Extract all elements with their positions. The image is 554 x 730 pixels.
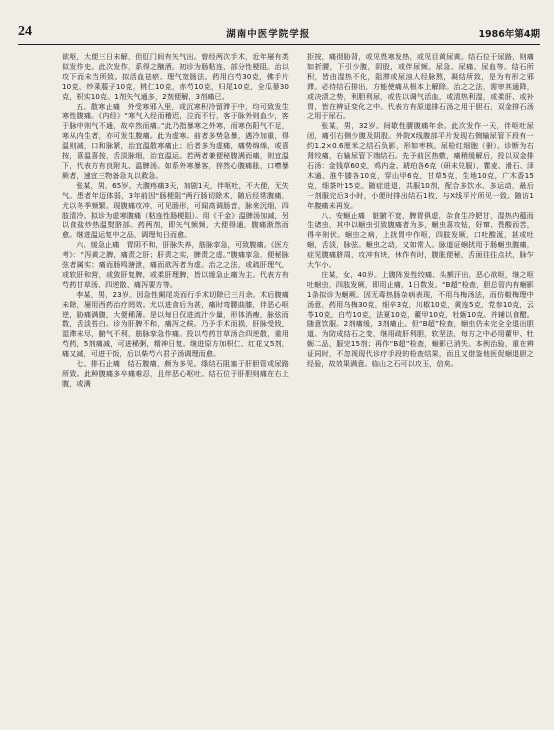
- header-rule: [18, 44, 540, 45]
- journal-title: 湖南中医学院学报: [226, 29, 311, 40]
- paragraph: 张某，男，32岁。间歇性腰腹痛年余。此次发作一天，伴呕吐尿闭，痛引右侧少腹及阴股。外院X线腹部平片发现右侧输尿管下段有一约1.2×0.6厘米之结石负影，形如枣核。尿检红细胞（卌）。诊断为右肾绞痛，右输尿管下端结石。先予前区热敷，痛稍缓解后，投以双金排石汤：金钱草60克，鸡内金、琥珀各6克（研末兑服），瞿麦、滑石、泽木通、淮牛膝各10克，穿山甲6克，甘草5克，生地10克，广木香15克，细茶叶15克。随症进退，共服10剂，配合多饮水、多运动，最后一剂服完后3小时，小便时排出结石1枚，与X线平片所见一致。随访1年腹痛未再发。: [307, 121, 534, 210]
- paragraph: 拒按，痛彻胁背，或见畏寒发热，或见目黄尿黄。结石位于尿路，则痛如折腰，下引少腹，阴股，或伴尿频、尿急、尿痛、尿血等。结石所积，皆由湿热不化，阻滞或尿浊人经脉熬，凝结所致，是为有形之邪滞。必待结石排出，方能使痛从根本上解除。治之之法，需审其通降，或决渍之势，利胆利尿，或佐以调气活血，或清热利湿，或柔肝、或补胃，皆在辨证变化之中。代表方有原道排石汤之用于胆石，双金排石汤之用于尿石。: [307, 52, 534, 121]
- paragraph: 八、安蛔止痛 脏腑不宽，脾胃俱虚，杂食生冷肥甘，湿热内蕴而生诸虫，其中以蛔虫引致腹痛者为多，蛔虫喜攻钻，好窜、畏酸而苦，得辛则伏。蛔虫之病，上扰胃中作呕，四肢发厥，口吐酸涎，甚或吐蛔，舌淡，脉弦。蛔虫之动，又如常人。脉道证蛔扰用于肠蛔虫腹痛，症见腹痛脐周，攻冲有块，休作有时，腹胀便秘，舌面往往点状，脉乍大乍小。: [307, 210, 534, 270]
- paragraph: 六、缓急止痛 胃阴不和，肝脉失养，筋脉挛急，可致腹痛。《医方考》：“泻黄之脾，痛责之肝；肝责之实，脾责之虚。”腹痛挛急，便秘脉弦者属实；痛而肠鸣溏泄，痛而欲泻者为虚。治之之法，或疏肝理气，或软肝和营，或敛肝复脾，或柔肝理脾，皆以缓急止痛为主。代表方有芍药甘草汤、四逆散、痛泻要方等。: [62, 240, 289, 289]
- paragraph: 七、排石止痛 结石腹痛，颇为多见。绦结石阻塞于肝胆管或尿路所致。此种腹痛多卒痛难忍，且伴恶心呕吐。结石位于肝胆则痛在右上腹，或满: [62, 359, 289, 388]
- article-body: [62, 52, 534, 716]
- left-column: [62, 52, 289, 716]
- paragraph: 欲呕，大便三日未解，但肛门间有矢气出。曾经两次手术，近年屡有类似发作史。此次发作，系得之酗酒。初诊为肠粘连、部分性梗阻。治以攻下而未当所致。拟活血祛瘀、理气宽肠法。药用白芍30克，佛手片10克，炒莱菔子10克，桃仁10克，赤芍10克，归尾10克，全瓜蒌30克，枳实10克。1剂矢气通多，2剂便解，3剂痛已。: [62, 52, 289, 101]
- right-column: [307, 52, 534, 716]
- paragraph: 李某，男，23岁。因急性阑尾炎而行手术切除已三月余。术后腹痛未除，屡用西药治疗罔效。尤以进食后为甚，痛时弯腰曲膝，伴恶心呕逆，胁痛满腹，大便稀薄。是以每日仅进流汁少量，形体消瘦，脉弦而数，舌淡苔白。诊为肝脾不和，痛泻之候。乃予手术而损，肝脉受戕，湿滞未尽，腑气不利，筋脉挛急作痛。投以芍药甘草汤合四逆散，重用芍药，5剂痛减，可进稀粥，精神日复。继进原方加枳仁、红花又5剂，痛又减，可进干饭，后以柴芍六君子汤调理而愈。: [62, 289, 289, 359]
- issue-label: 1986年第4期: [478, 29, 540, 40]
- page-header: [18, 20, 540, 40]
- paragraph: 五、散寒止痛 外受寒邪入里，或沉寒积冷留滞于中，均可致发生寒性腹痛。《内经》“寒气入经而稽迟，泣而不行，客于脉外则血少，客于脉中则气不通，故卒然而痛。”此乃指暴寒之外寒，而寒伤阳气不足，寒从内生者，亦可发生腹痛。此为虚寒。前者多势急暴，遇冷加重，得温则减，口和脉紧，治宜温散寒痛止；后者多为虚痛，痛势绵绵，或喜按，喜温喜按，舌淡脉细，治宜温运。若两者兼便秘腹满而痛，则宜温下，代表方有良附丸、温脾汤。如系外寒暴客，猝然心腹痛胀，口噤暴厥者，速宜三物备急丸以救急。: [62, 101, 289, 180]
- page-number: 24: [18, 24, 32, 39]
- paragraph: 张某，男，65岁。大腹疼痛3天，加剧1天，伴呕吐，不大便，无失气。患者年迈体弱，3年前因“肠梗阻”两行肠切除术，随后经常腹痛，尤以冬季频繁。现腹痛攻冲，可见肠形，可闻高调肠音，脉来沉细，四肢清冷。拟诊为虚寒腹痛（粘连性肠梗阻）。用《千金》温脾汤加减，另以食盐炒热温熨脐部。药两剂，即矢气频频，大便得通，腹痛渐然而愈。继进温运复中之品，调理旬日而愈。: [62, 180, 289, 240]
- paragraph: 庄某，女，40岁。上腹阵发性绞痛、头额汗出，恶心欲呕，继之呕吐蛔虫，四肢发厥，即用止痛，1日数发。“B超”检查，胆总管内有蛔影1条拟诊为蛔厥。因无毒热肠杂病表现，不用乌梅汤法，而仿椒梅理中汤意，药用乌梅30克，细辛3克，川椒10克，黄连5克，党参10克，云苓10克，白芍10克，法夏10克，藿甲10克，牡蛎10克。并辅以食醋。随意饮服。2剂痛缓，3剂痛止。但“B超”检查，蛔虫仍未完全全退出胆道。为防成结石之变，继用疏肝利胆，软坚法，每方之中必用藿甲、牡蛎二品，服完15剂；再作“B超”检查，蛔影已消失。本例治验，重在辨证同时，不忽视现代诊疗手段的检查结果，而且又借鉴他医促蛔退胆之经验，故效果满意。临山之石可以攻玉，信矣。: [307, 269, 534, 369]
